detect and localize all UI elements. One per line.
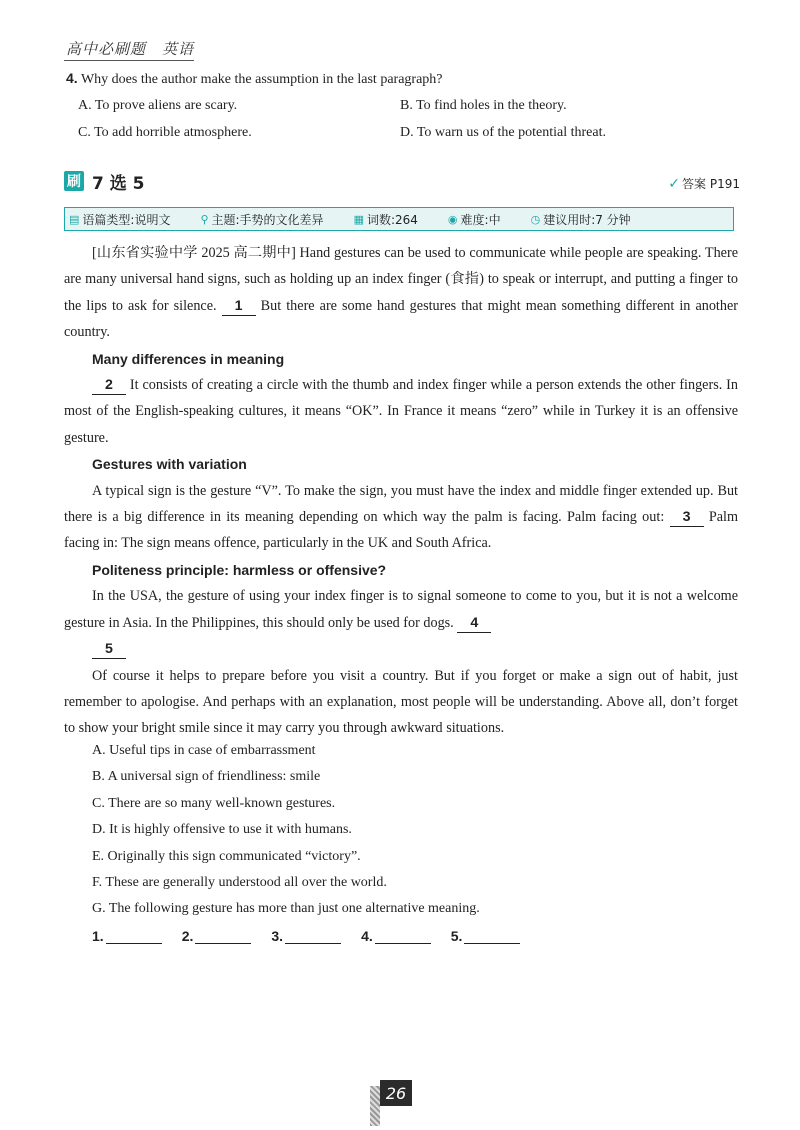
paragraph-2-text: It consists of creating a circle with the thumb and index finger while a person extends the other fingers. In most of the English-speaking cultures, it means “OK”. In France it means “zero” while in Turkey it is an offensive gesture. bbox=[64, 377, 738, 446]
blank-1: 1 bbox=[222, 298, 256, 316]
q4-option-b: B. To find holes in the theory. bbox=[400, 98, 567, 113]
book-title: 高中必刷题 英语 bbox=[66, 40, 195, 58]
answer-label-2: 2. bbox=[181, 928, 194, 944]
question-4-stem bbox=[66, 70, 443, 88]
blank-3: 3 bbox=[670, 509, 704, 527]
check-icon: ✓ bbox=[668, 175, 681, 192]
q4-option-d: D. To warn us of the potential threat. bbox=[400, 125, 606, 140]
answer-line-1 bbox=[106, 929, 162, 944]
info-topic bbox=[200, 211, 323, 228]
paragraph-3-text-b: Palm facing in: The sign means offence, particularly in the UK and South Africa. bbox=[64, 509, 738, 552]
paragraph-3 bbox=[64, 478, 738, 557]
question-4-number: 4. bbox=[66, 70, 78, 86]
choice-e: E. Originally this sign communicated “victory”. bbox=[92, 848, 361, 864]
answer-slot-5 bbox=[451, 928, 521, 944]
answer-reference-text: 答案 P191 bbox=[682, 177, 740, 191]
paragraph-5 bbox=[64, 636, 738, 662]
info-difficulty-text: 难度:中 bbox=[460, 212, 501, 227]
paragraph-4-text: In the USA, the gesture of using your index finger is to signal someone to come to you, but it is not a welcome gesture in Asia. In the Philippines, this should only be used for dogs. bbox=[64, 588, 738, 631]
section-title: 7 选 5 bbox=[92, 173, 145, 194]
choice-list bbox=[92, 738, 480, 923]
info-words bbox=[354, 211, 418, 228]
info-type bbox=[69, 211, 170, 228]
answer-label-4: 4. bbox=[361, 928, 373, 944]
page-number-decoration bbox=[370, 1086, 380, 1126]
reading-passage bbox=[64, 240, 738, 742]
blank-2: 2 bbox=[92, 377, 126, 395]
choice-b: B. A universal sign of friendliness: smile bbox=[92, 769, 321, 785]
page-number: 26 bbox=[380, 1080, 412, 1106]
paragraph-4 bbox=[64, 583, 738, 636]
q4-option-c: C. To add horrible atmosphere. bbox=[78, 125, 252, 140]
choice-a: A. Useful tips in case of embarrassment bbox=[92, 743, 316, 758]
paragraph-1 bbox=[64, 240, 738, 346]
clock-icon: ◷ bbox=[530, 212, 541, 226]
section-header bbox=[64, 170, 145, 192]
paragraph-6: Of course it helps to prepare before you visit a country. But if you forget or make a sign out of habit, just remember to apologise. And perhaps with an explanation, most people will be understanding. Above all, don’t forget to show your bright smile since it may carry you through awkward situations. bbox=[64, 667, 738, 737]
answer-line-4 bbox=[375, 929, 431, 944]
paragraph-1-text-b: But there are some hand gestures that might mean something different in another country. bbox=[64, 297, 738, 341]
info-topic-text: 主题:手势的文化差异 bbox=[211, 212, 324, 227]
info-time-text: 建议用时:7 分钟 bbox=[543, 212, 631, 227]
answer-line-2 bbox=[195, 929, 251, 944]
search-icon: ⚲ bbox=[200, 212, 209, 226]
choice-g: G. The following gesture has more than just one alternative meaning. bbox=[92, 901, 480, 917]
choice-f: F. These are generally understood all over the world. bbox=[92, 875, 387, 891]
info-words-text: 词数:264 bbox=[366, 212, 418, 227]
subheading-1: Many differences in meaning bbox=[92, 350, 285, 367]
question-4-text: Why does the author make the assumption in the last paragraph? bbox=[80, 72, 443, 87]
difficulty-icon: ◉ bbox=[447, 212, 458, 226]
subheading-2: Gestures with variation bbox=[92, 456, 247, 473]
answer-label-3: 3. bbox=[271, 928, 284, 944]
subheading-3: Politeness principle: harmless or offensive? bbox=[92, 561, 387, 578]
answer-row bbox=[92, 928, 520, 944]
paragraph-3-text-a: A typical sign is the gesture “V”. To make the sign, you must have the index and middle finger extended up. But there is a big difference in its meaning depending on which way the palm is facing. Palm facing out: bbox=[64, 482, 738, 526]
word-count-icon: ▦ bbox=[353, 212, 364, 226]
answer-label-5: 5. bbox=[450, 928, 463, 944]
document-icon: ▤ bbox=[69, 212, 80, 226]
answer-line-3 bbox=[285, 929, 341, 944]
info-difficulty bbox=[448, 211, 501, 228]
blank-4: 4 bbox=[457, 615, 491, 633]
paragraph-1-text-a: Hand gestures can be used to communicate while people are speaking. There are many universal hand signs, such as holding up an index finger (食指) to speak or interrupt, and putting a finger to the lips to ask for silence. bbox=[64, 245, 738, 314]
answer-slot-4 bbox=[361, 928, 431, 944]
header-rule bbox=[64, 60, 194, 61]
answer-slot-2 bbox=[182, 928, 252, 944]
info-time bbox=[531, 211, 631, 228]
choice-c: C. There are so many well-known gestures. bbox=[92, 795, 336, 811]
source-note: [山东省实验中学 2025 高二期中] bbox=[92, 245, 296, 261]
choice-d: D. It is highly offensive to use it with humans. bbox=[92, 822, 352, 838]
section-badge: 刷 bbox=[64, 171, 84, 191]
answer-slot-3 bbox=[271, 928, 341, 944]
paragraph-2 bbox=[64, 372, 738, 451]
q4-option-a: A. To prove aliens are scary. bbox=[78, 98, 238, 113]
answer-slot-1 bbox=[92, 928, 162, 944]
info-bar bbox=[64, 207, 734, 231]
answer-label-1: 1. bbox=[92, 928, 104, 944]
blank-5: 5 bbox=[92, 641, 126, 659]
info-type-text: 语篇类型:说明文 bbox=[82, 212, 171, 227]
answer-reference bbox=[668, 175, 740, 192]
answer-line-5 bbox=[464, 929, 520, 944]
